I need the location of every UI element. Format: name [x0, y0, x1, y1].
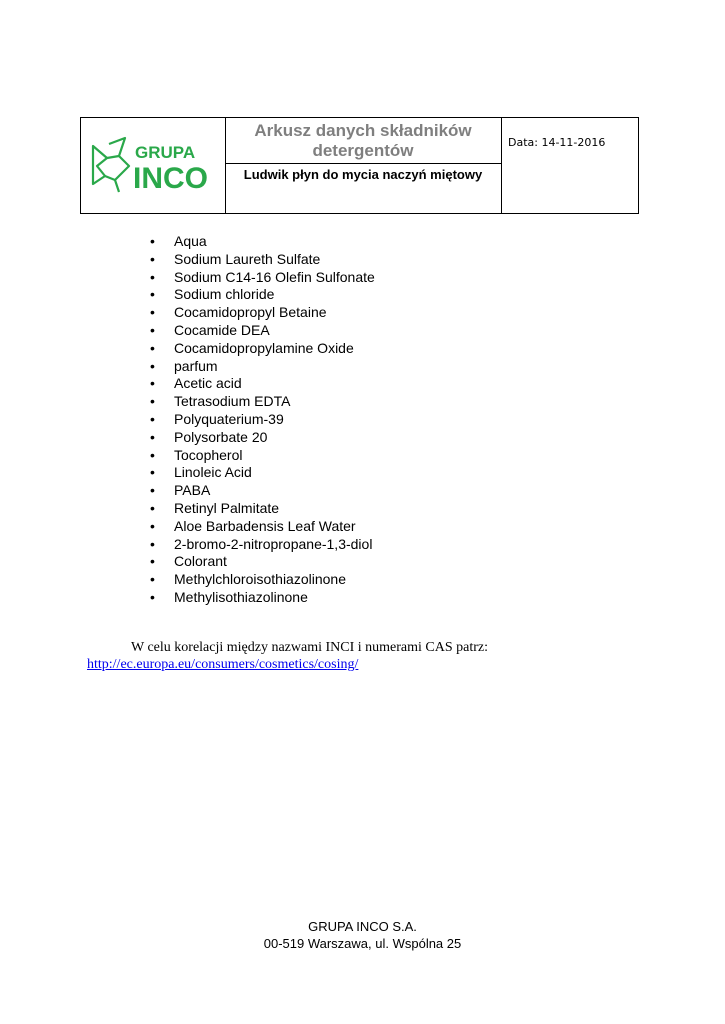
header-table	[80, 117, 639, 214]
footer-address: 00-519 Warszawa, ul. Wspólna 25	[263, 936, 462, 951]
document-date: Data: 14-11-2016	[508, 136, 606, 149]
list-item: • Cocamidopropylamine Oxide	[136, 340, 375, 358]
list-item: • Aqua	[136, 233, 375, 251]
list-item: • Tetrasodium EDTA	[136, 393, 375, 411]
footer	[0, 918, 725, 952]
logo-cell	[81, 118, 226, 213]
list-item: • Linoleic Acid	[136, 464, 375, 482]
date-cell	[501, 118, 638, 213]
title-cell	[225, 118, 502, 213]
product-name: Ludwik płyn do mycia naczyń miętowy	[243, 167, 483, 182]
list-item: • Methylchloroisothiazolinone	[136, 571, 375, 589]
logo-text-grupa: GRUPA	[135, 143, 196, 162]
list-item: • Aloe Barbadensis Leaf Water	[136, 518, 375, 536]
list-item: • Sodium Laureth Sulfate	[136, 251, 375, 269]
cas-note: W celu korelacji między nazwami INCI i numerami CAS patrz:	[131, 640, 489, 655]
list-item: • Retinyl Palmitate	[136, 500, 375, 518]
grupa-inco-logo	[89, 136, 217, 196]
document-title: Arkusz danych składników detergentów	[225, 118, 501, 164]
list-item: • Colorant	[136, 553, 375, 571]
cosing-link[interactable]: http://ec.europa.eu/consumers/cosmetics/cosing/	[87, 657, 359, 672]
list-item: • 2-bromo-2-nitropropane-1,3-diol	[136, 536, 375, 554]
list-item: • Polyquaterium-39	[136, 411, 375, 429]
list-item: • PABA	[136, 482, 375, 500]
list-item: • Sodium chloride	[136, 286, 375, 304]
list-item: • Polysorbate 20	[136, 429, 375, 447]
logo-text-inco: INCO	[133, 162, 208, 195]
list-item: • Methylisothiazolinone	[136, 589, 375, 607]
list-item: • parfum	[136, 358, 375, 376]
list-item: • Cocamide DEA	[136, 322, 375, 340]
ingredient-list	[136, 233, 375, 607]
list-item: • Tocopherol	[136, 447, 375, 465]
list-item: • Sodium C14-16 Olefin Sulfonate	[136, 269, 375, 287]
list-item: • Cocamidopropyl Betaine	[136, 304, 375, 322]
list-item: • Acetic acid	[136, 375, 375, 393]
footer-company: GRUPA INCO S.A.	[308, 919, 417, 934]
